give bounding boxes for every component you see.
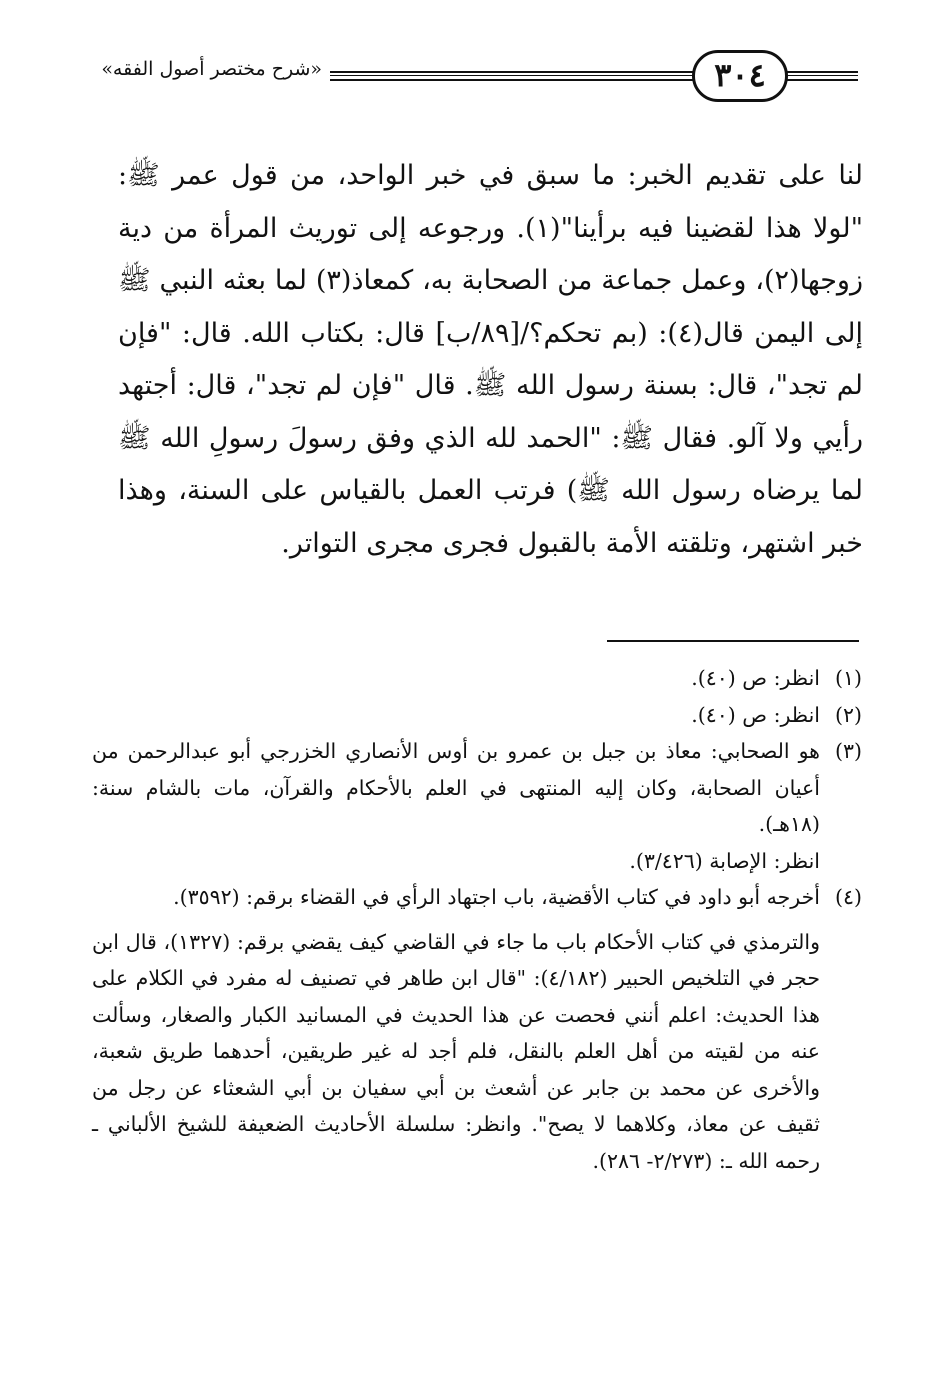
footnotes-section [92,660,862,1179]
footnote-text: أخرجه أبو داود في كتاب الأقضية، باب اجتهاد الرأي في القضاء برقم: (٣٥٩٢). [173,885,820,909]
footnote-reference: انظر: الإصابة (٣/٤٢٦). [629,848,820,873]
main-text-block [118,150,863,570]
footnote-number: (١) [834,666,862,690]
footnote-text: انظر: ص (٤٠). [691,666,820,690]
footnote-text-main: هو الصحابي: معاذ بن جبل بن عمرو بن أوس الأنصاري الخزرجي أبو عبدالرحمن من أعيان الصحابة، وكان إليه المنتهى في العلم بالأحكام والقرآن، مات بالشام سنة: (١٨هـ). [92,739,820,836]
footnote-gap [92,916,862,924]
footnote-text: انظر: ص (٤٠). [691,702,820,727]
footnote-2 [92,697,862,734]
page-header [0,44,949,116]
footnote-text [92,733,820,879]
running-title: «شرح مختصر أصول الفقه» [101,58,322,80]
page-number: ٣٠٤ [714,56,766,94]
page-number-badge [692,50,788,102]
footnote-separator [607,640,859,642]
footnote-number: (٣) [834,739,862,763]
footnote-number: (٢) [834,702,862,727]
footnote-3 [92,733,862,879]
footnote-4-continuation: والترمذي في كتاب الأحكام باب ما جاء في القاضي كيف يقضي برقم: (١٣٢٧)، قال ابن حجر في التلخيص الحبير (٤/١٨٢): "قال ابن طاهر في تصنيف له مفرد في الكلام على هذا الحديث: اعلم أنني فحصت عن هذا الحديث في المسانيد الكبار والصغار، وسألت عنه من لقيته من أهل العلم بالنقل، فلم أجد له غير طريقين، أحدهما طريق شعبة، والأخرى عن محمد بن جابر عن أشعث بن أبي سفيان بن أبي الشعثاء عن رجل من ثقيف عن معاذ، وكلاهما لا يصح". وانظر: سلسلة الأحاديث الضعيفة للشيخ الألباني ـ رحمه الله ـ: (٢/٢٧٣- ٢٨٦). [92,929,821,1173]
main-paragraph: لنا على تقديم الخبر: ما سبق في خبر الواحد، من قول عمر ﷺ: "لولا هذا لقضينا فيه برأينا"(١). ورجوعه إلى توريث المرأة من دية زوجها(٢)، وعمل جماعة من الصحابة به، كمعاذ(٣) لما بعثه النبي ﷺ إلى اليمن قال(٤): (بم تحكم؟/[٨٩/ب] قال: بكتاب الله. قال: "فإن لم تجد"، قال: بسنة رسول الله ﷺ. قال "فإن لم تجد"، قال: أجتهد رأيي ولا آلو. فقال ﷺ: "الحمد لله الذي وفق رسولَ رسولِ الله ﷺ لما يرضاه رسول الله ﷺ) فرتب العمل بالقياس على السنة، وهذا خبر اشتهر، وتلقته الأمة بالقبول فجرى مجرى التواتر. [118,160,864,559]
footnote-number: (٤) [834,885,862,909]
footnote-1 [92,660,862,697]
footnote-4 [92,879,862,916]
